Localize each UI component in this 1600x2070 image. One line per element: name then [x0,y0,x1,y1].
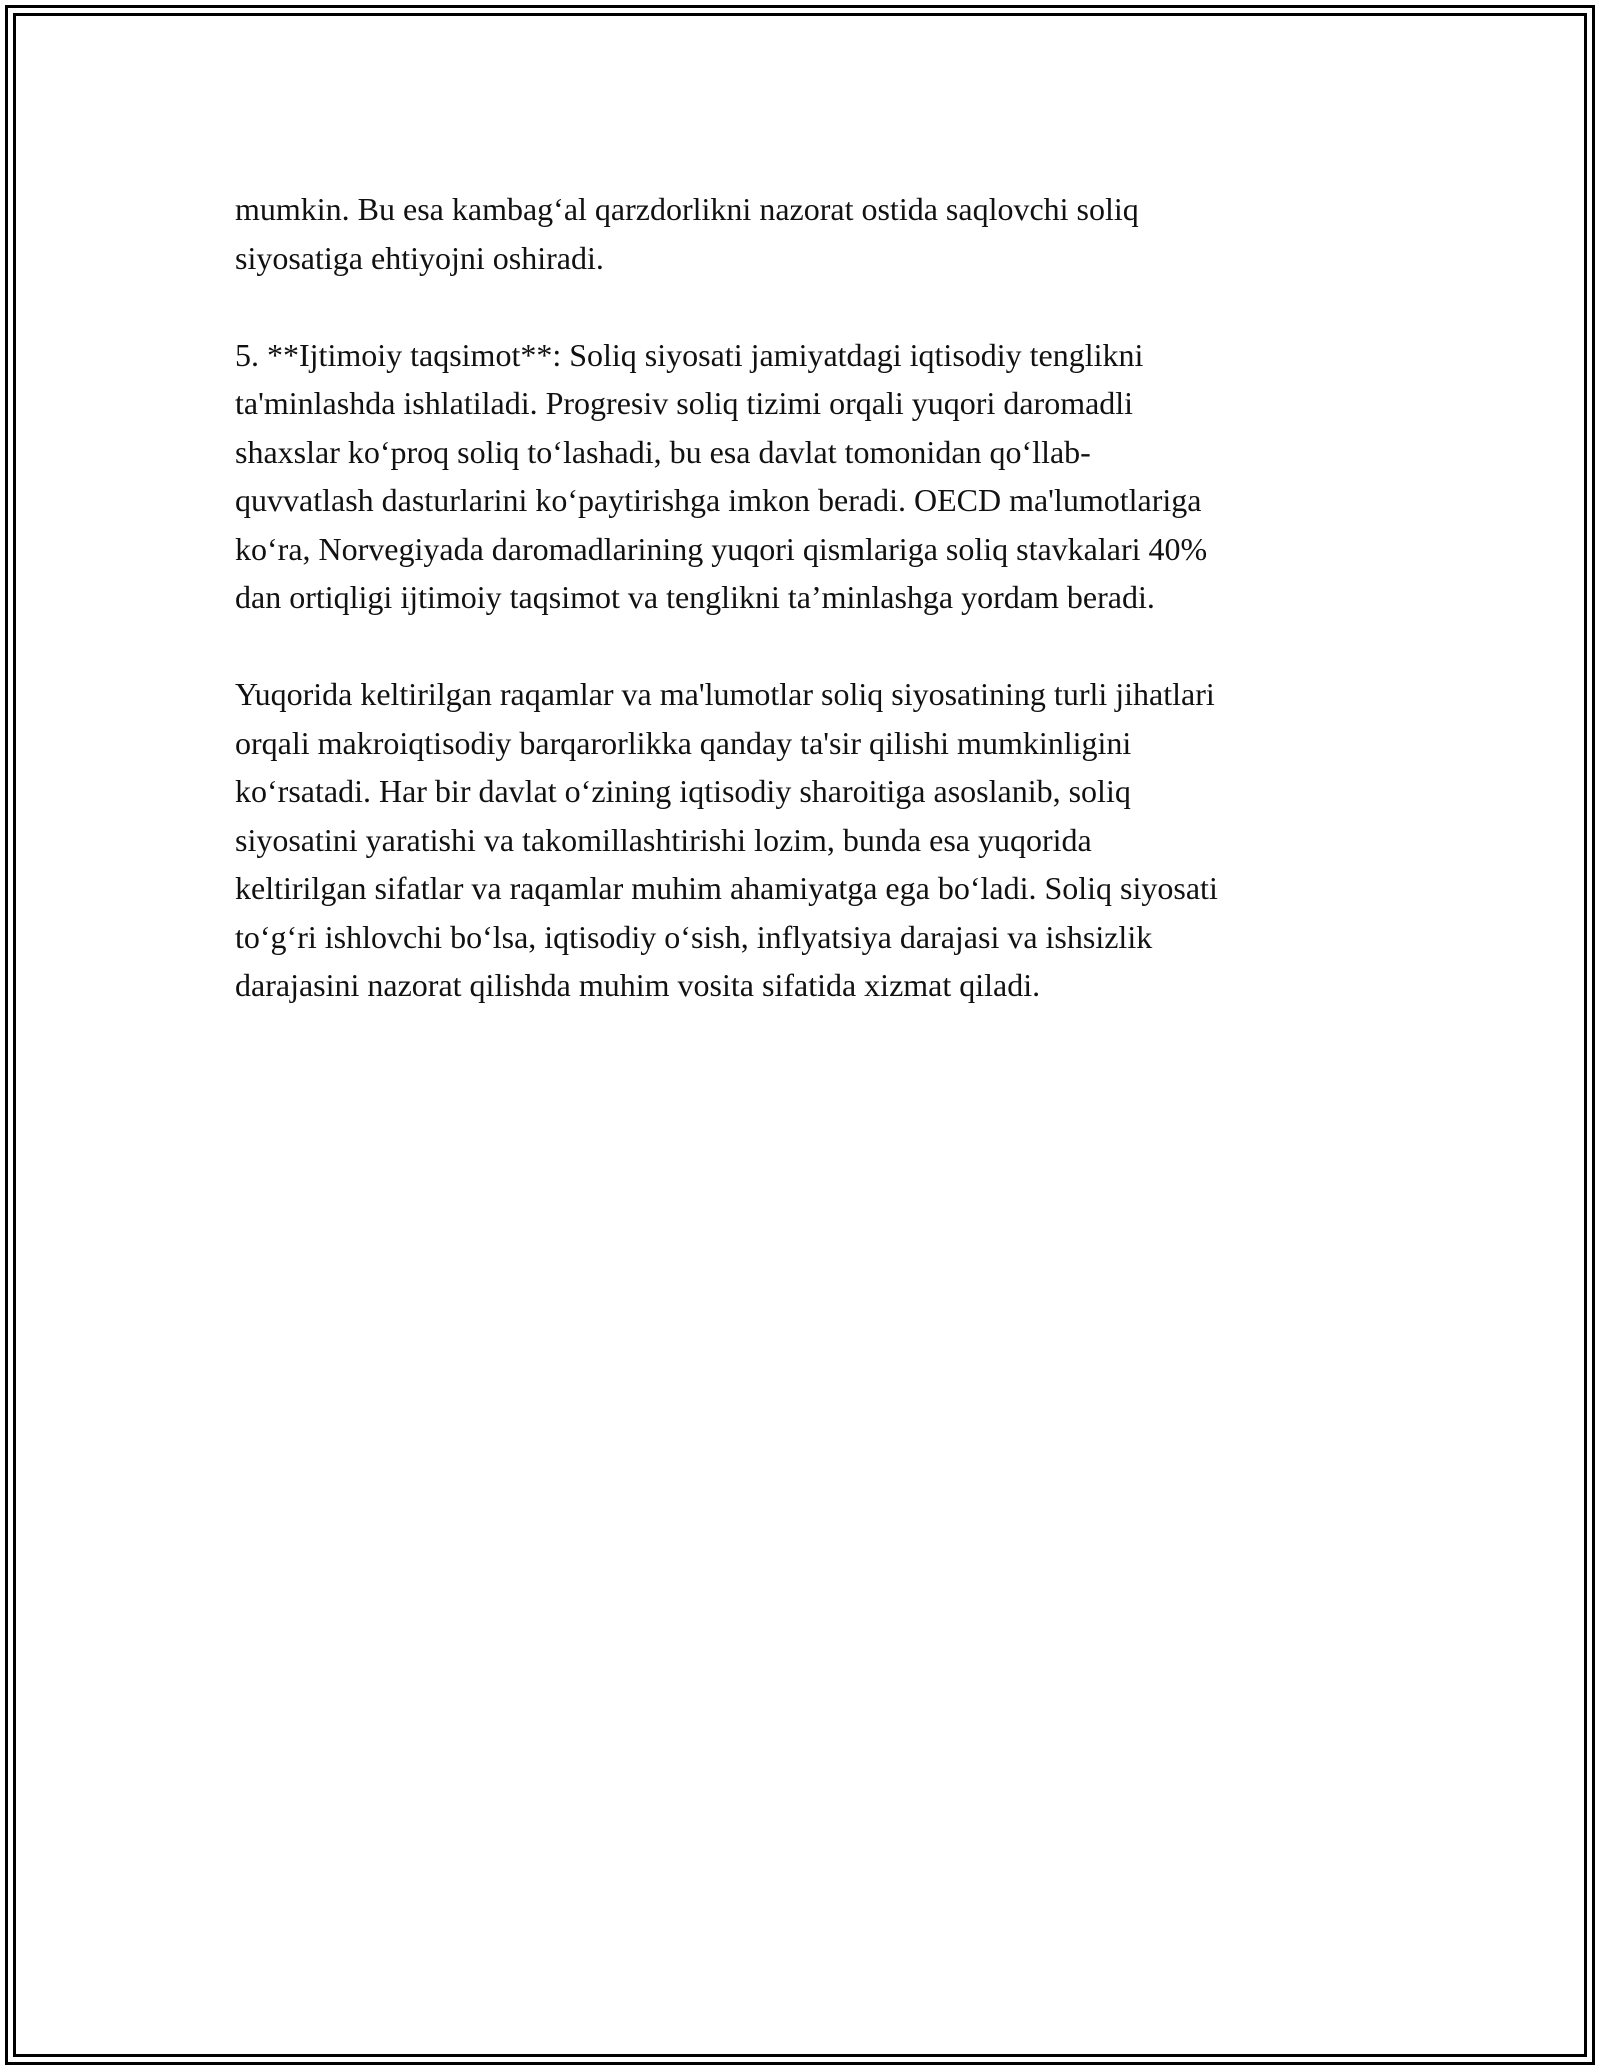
text-line: mumkin. Bu esa kambag‘al qarzdorlikni nazorat ostida saqlovchi soliq [235,191,1139,227]
text-line: to‘g‘ri ishlovchi bo‘lsa, iqtisodiy o‘sish, inflyatsiya darajasi va ishsizlik [235,918,1153,955]
document-body [235,185,1385,1058]
text-line: keltirilgan sifatlar va raqamlar muhim ahamiyatga ega bo‘ladi. Soliq siyosati [235,870,1218,906]
text-line: Yuqorida keltirilgan raqamlar va ma'lumotlar soliq siyosatining turli jihatlari [235,676,1215,712]
text-line: shaxslar ko‘proq soliq to‘lashadi, bu esa davlat tomonidan qo‘llab- [235,433,1091,470]
text-line: siyosatini yaratishi va takomillashtirishi lozim, bunda esa yuqorida [235,821,1092,858]
text-line: orqali makroiqtisodiy barqarorlikka qanday ta'sir qilishi mumkinligini [235,724,1132,761]
paragraph-conclusion [235,670,1385,1010]
text-line: quvvatlash dasturlarini ko‘paytirishga imkon beradi. OECD ma'lumotlariga [235,482,1202,518]
text-line: 5. **Ijtimoiy taqsimot**: Soliq siyosati jamiyatdagi iqtisodiy tenglikni [235,336,1144,373]
paragraph-social-distribution [235,331,1385,622]
text-line: siyosatiga ehtiyojni oshiradi. [235,239,604,276]
text-line: ko‘ra, Norvegiyada daromadlarining yuqori qismlariga soliq stavkalari 40% [235,530,1208,567]
text-line: ta'minlashda ishlatiladi. Progresiv soliq tizimi orqali yuqori daromadli [235,385,1134,421]
paragraph-continuation [235,185,1385,282]
text-line: darajasini nazorat qilishda muhim vosita sifatida xizmat qiladi. [235,967,1041,1003]
text-line: dan ortiqligi ijtimoiy taqsimot va tenglikni ta’minlashga yordam beradi. [235,579,1155,615]
text-line: ko‘rsatadi. Har bir davlat o‘zining iqtisodiy sharoitiga asoslanib, soliq [235,773,1131,809]
